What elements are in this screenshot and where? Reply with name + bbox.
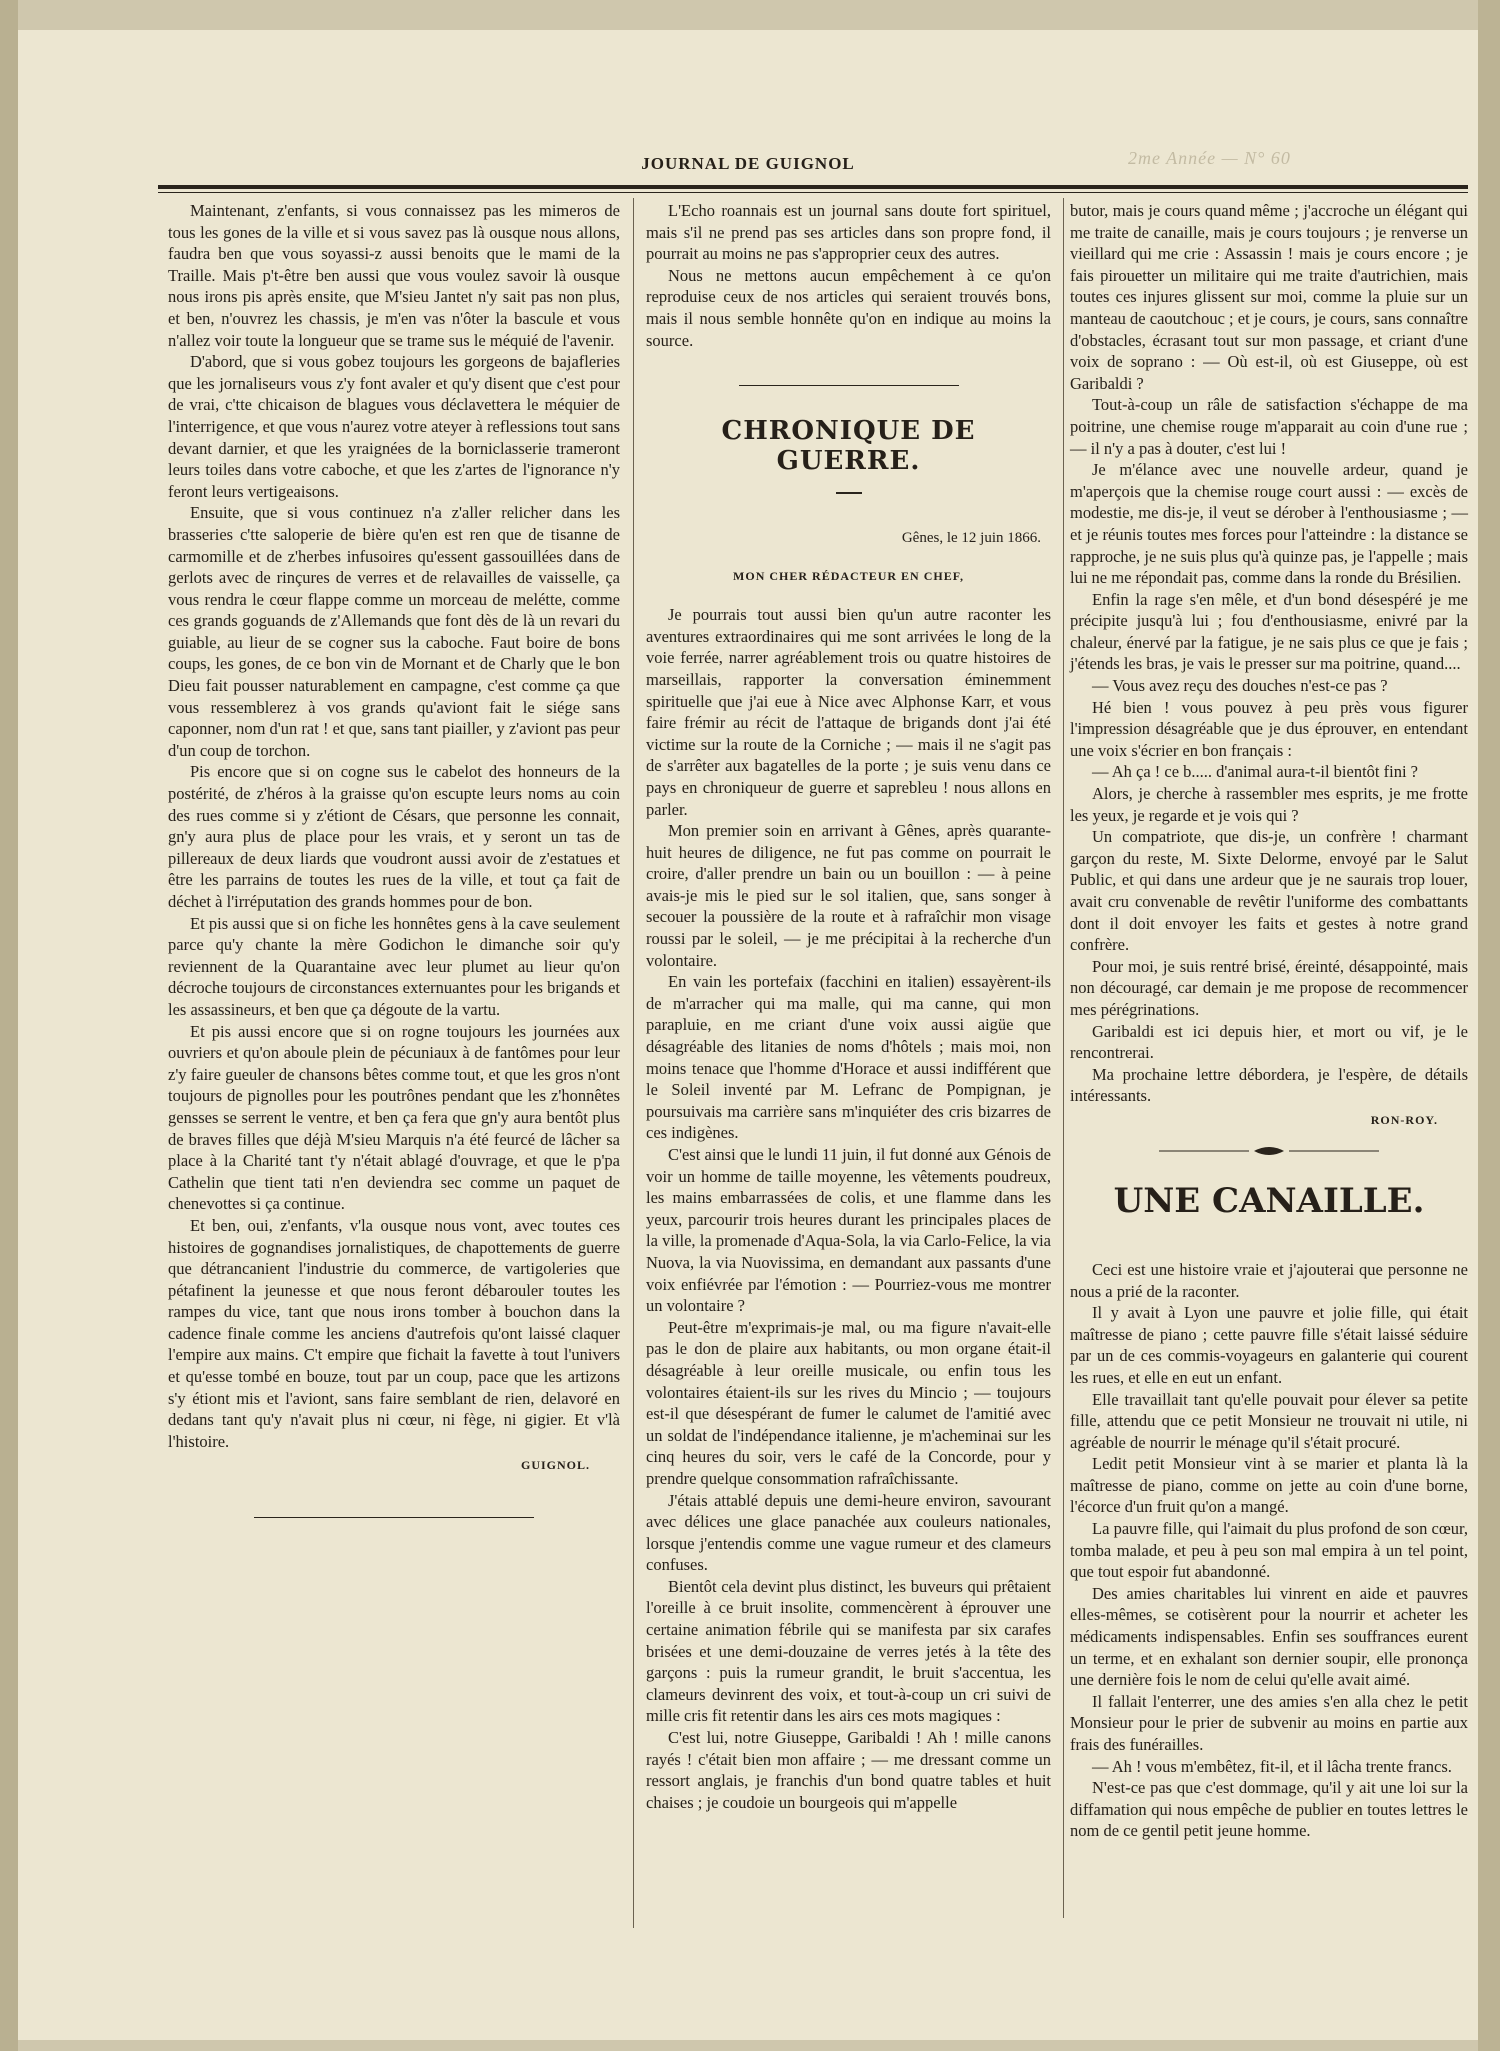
column-lettre-suite (1070, 200, 1468, 1842)
column-guignol (168, 200, 620, 1518)
paragraph: Pis encore que si on cogne sus le cabelot des honneurs de la postérité, de z'héros à la graisse qu'on escupte leurs noms au coin des rues comme si y z'étiont de Césars, que personne les connait, gn'y aura plus de place pour les vrais, et y seront un tas de pillereaux de deux liards que voudront aussi avoir de z'estatues et être les parrains de toutes les rues de la ville, et tout ça fait de déchet à l'irréputation des grands hommes pour de bon. (168, 762, 620, 911)
paragraph: — Ah ça ! ce b..... d'animal aura-t-il bientôt fini ? (1092, 762, 1418, 782)
paragraph: En vain les portefaix (facchini en italien) essayèrent-ils de m'arracher qui ma malle, qui ma canne, qui mon parapluie, en me criant d'une voix aussi aigüe que désagréable des litanies de noms d'hôtels ; mais moi, non moins tenace que l'homme d'Horace et aussi indifférent que le Soleil inventé par M. Lefranc de Pompignan, je poursuivais ma carrière sans m'inquiéter des cris bizarres de ces indigènes. (646, 972, 1051, 1143)
paragraph: Et pis aussi que si on fiche les honnêtes gens à la cave seulement parce qu'y chante la mère Godichon le dimanche soir qu'y reviennent de la Quarantaine avec leur plumet au lieur qu'on décroche toujours de circonstances externuantes pour les brigands et les assassineurs, et ben que ça dégoute de la vartu. (168, 913, 620, 1019)
paragraph: Hé bien ! vous pouvez à peu près vous figurer l'impression désagréable que je dus éprouver, en entendant une voix s'écrier en bon français : (1070, 697, 1468, 760)
paragraph: Et ben, oui, z'enfants, v'la ousque nous vont, avec toutes ces histoires de gognandises jornalistiques, de chapottements de guerre que détrancanient l'industrie du commerce, de vartigoleries que pétafinent la jeunesse et que nous feront débarouler toutes les rampes du vice, tant que nous irons tomber à bouchon dans la cadence finale comme les anciens d'autrefois qu'ont laissé claquer l'empire aux mains. C't empire que fichait la favette à tout l'univers et qu'esse tombé en bouze, tout par un coup, pace que les artizons s'y étiont mis et l'aviont, sans faire semblant de rien, delavoré en dedans tant qu'y n'avait plus ni cœur, ni fège, ni gigier. Et v'là l'histoire. (168, 1215, 620, 1451)
paragraph: Ma prochaine lettre débordera, je l'espère, de détails intéressants. (1070, 1064, 1468, 1106)
page-gutter-right (1478, 0, 1500, 2051)
end-rule (254, 1517, 534, 1518)
section-title-canaille: UNE CANAILLE. (1113, 1180, 1425, 1221)
paragraph: L'Echo roannais est un journal sans doute fort spirituel, mais s'il ne prend pas ses articles dans son propre fond, il pourrait au moins ne pas s'approprier ceux des autres. (646, 201, 1051, 264)
paragraph: Nous ne mettons aucun empêchement à ce qu'on reproduise ceux de nos articles qui seraient trouvés bons, mais il nous semble honnête qu'on en indique au moins la source. (646, 265, 1051, 350)
header-rule-thick (158, 185, 1468, 189)
paragraph: Il y avait à Lyon une pauvre et jolie fille, qui était maîtresse de piano ; cette pauvre fille s'était laissé séduire par un de ces commis-voyageurs en galanterie qui courent les rues, et elle en eut un enfant. (1070, 1303, 1468, 1387)
paragraph: Pour moi, je suis rentré brisé, éreinté, désappointé, mais non découragé, car demain je me propose de recommencer mes pérégrinations. (1070, 956, 1468, 1019)
paragraph: Alors, je cherche à rassembler mes esprits, je me frotte les yeux, je regarde et je vois qui ? (1070, 784, 1468, 825)
paragraph: Et pis aussi encore que si on rogne toujours les journées aux ouvriers et qu'on aboule plein de pécuniaux à de fantômes pour leur z'y faire gueuler de chansons bêtes comme tout, et que les gros n'ont toujours de pignolles pour les poutrônes pendant que les z'honnêtes gensses se serrent le ventre, et ben ça fera que gn'y aura bentôt plus de braves filles que déjà M'sieu Marquis n'a été feurcé de lâcher sa place à la Charité tant t'y n'était ablagé d'ouvrage, et que le p'pa Cathelin que tient tati n'en deviendra sec comme un paquet de chenevottes si ça continue. (168, 1021, 620, 1214)
paragraph: — Ah ! vous m'embêtez, fit-il, et il lâcha trente francs. (1092, 1756, 1452, 1776)
paragraph: La pauvre fille, qui l'aimait du plus profond de son cœur, tomba malade, et peu à peu son mal empira à un tel point, que tout espoir fut abandonné. (1070, 1519, 1468, 1582)
paragraph: J'étais attablé depuis une demi-heure environ, savourant avec délices une glace panachée aux couleurs nationales, lorsque j'entendis comme une vague rumeur et des clameurs confuses. (646, 1490, 1051, 1575)
paragraph: Garibaldi est ici depuis hier, et mort ou vif, je le rencontrerai. (1070, 1021, 1468, 1063)
paragraph: Enfin la rage s'en mêle, et d'un bond désespéré je me précipite jusqu'à lui ; fou d'enthousiasme, enivré par la chaleur, énervé par la fatigue, je ne sais plus ce que je fais ; j'étends les bras, je vais le presser sur ma poitrine, quand.... (1070, 589, 1468, 674)
paragraph: Maintenant, z'enfants, si vous connaissez pas les mimeros de tous les gones de la ville et si vous savez pas là ousque nous allons, faudra ben que vous soyassi-z aussi benoits que le mami de la Traille. Mais p't-être ben aussi que vous voulez savoir là ousque nous irons pis après ensite, que M'sieu Jantet n'y sait pas non plus, et ben, n'ouvrez les chassis, je m'en vas n'ôter la bascule et vous n'allez voir toute la longueur que se trame sus le méquié de l'avenir. (168, 201, 620, 350)
header-rule-thin (158, 192, 1468, 193)
paragraph: Elle travaillait tant qu'elle pouvait pour élever sa petite fille, attendu que ce petit Monsieur ne trouvait ni utile, ni agréable de nourrir le ménage qu'il s'était procuré. (1070, 1389, 1468, 1452)
paragraph: Un compatriote, que dis-je, un confrère ! charmant garçon du reste, M. Sixte Delorme, envoyé par le Salut Public, et qui dans une ardeur que je ne saurais trop louer, avait cru convenable de revêtir l'uniforme des combattants dont il doit envoyer les faits et gestes à notre grand confrère. (1070, 827, 1468, 955)
decorative-flourish (1070, 1144, 1468, 1163)
paragraph: D'abord, que si vous gobez toujours les gorgeons de bajafleries que les jornaliseurs vous z'y font avaler et qu'y disent que c'est pour de vrai, c'tte chicaison de blagues vous déclavettera le méquier de l'interrigence, et que vous n'aurez votre ateyer à reflessions tout sans devant darnier, et que les yraignées de la borniclasserie trameront leurs toiles dans votre caboche, et que les z'artes de l'ignorance n'y feront leurs vertigeaisons. (168, 352, 620, 501)
paragraph: — Vous avez reçu des douches n'est-ce pas ? (1092, 676, 1388, 696)
paragraph: C'est ainsi que le lundi 11 juin, il fut donné aux Génois de voir un homme de taille moyenne, les vêtements poudreux, les mains embarrassées de colis, et une flamme dans les yeux, parcourir trois heures durant les principales places de la ville, la promenade d'Aqua-Sola, la via Carlo-Felice, la via Nuova, la via Nuovissima, en demandant aux passants d'une voix enfiévrée par l'émotion : — Pourriez-vous me montrer un volontaire ? (646, 1145, 1051, 1316)
column-chronique (646, 200, 1051, 1813)
section-title-chronique: CHRONIQUE DE GUERRE. (721, 416, 976, 477)
bleed-through-text: 2me Année — N° 60 (1128, 148, 1291, 168)
paragraph: butor, mais je cours quand même ; j'accroche un élégant qui me traite de canaille, mais je cours toujours ; je renverse un vieillard qui me crie : Assassin ! mais je cours encore ; je fais pirouetter un militaire qui me traite d'autrichien, mais toutes ces injures glissent sur moi, comme la pluie sur un manteau de caoutchouc ; et je cours, je cours, sans connaître d'obstacles, écrasant tout sur mon passage, et criant d'une voix de soprano : — Où est-il, où est Giuseppe, où est Garibaldi ? (1070, 201, 1468, 393)
title-dash (836, 492, 862, 494)
page-gutter-left (0, 0, 18, 2051)
paragraph: Je pourrais tout aussi bien qu'un autre raconter les aventures extraordinaires qui me sont arrivées le long de la voie ferrée, narrer agréablement trois ou quatre histoires de marseillais, rapporter la conversation éminemment spirituelle que j'ai eue à Nice avec Alphonse Karr, et vous faire frémir au récit de l'attaque de brigands dont j'ai été victime sur la route de la Corniche ; — mais il ne s'agit pas de s'arrêter aux bagatelles de la porte ; je suis venu dans ce pays en chroniqueur de guerre et saprebleu ! nous allons en parler. (646, 605, 1051, 819)
signature-guignol: GUIGNOL. (520, 1458, 590, 1473)
signature-ron-roy: RON-ROY. (1370, 1112, 1438, 1127)
column-separator-2 (1063, 198, 1064, 1918)
newspaper-page (18, 30, 1478, 2040)
flourish-ornament-icon (1159, 1144, 1379, 1158)
paragraph: Mon premier soin en arrivant à Gênes, après quarante-huit heures de diligence, ne fut pas comme on pourrait le croire, d'aller prendre un bain ou un bouillon : — à peine avais-je mis le pied sur le sol italien, que, sans songer à secouer la poussière de la route et à rafraîchir mon visage roussi par le soleil, — je me précipitai à la recherche d'un volontaire. (646, 821, 1051, 970)
paragraph: Je m'élance avec une nouvelle ardeur, quand je m'aperçois que la chemise rouge court aussi : — excès de modestie, me dis-je, il veut se dérober à l'enthousiasme ; — et je réunis toutes mes forces pour l'atteindre : la distance se rapproche, je ne suis plus qu'à quinze pas, je l'appelle ; mais lui ne me répondait pas, comme dans la ronde du Brésilien. (1070, 460, 1468, 588)
paragraph: Ensuite, que si vous continuez n'a z'aller relicher dans les brasseries c'tte saloperie de bière qu'en est ren que de tisanne de carmomille et de z'herbes infusoires qu'essent gassouillées dans de gerlots avec de rinçures de verres et de relavailles de vaisselle, ça vous rendra le cœur flappe comme un morceau de melétte, comme ces grands goguands de z'Allemands que font dès de là un revari du guiable, au lieur de se cogner sus la caboche. Faut boire de bons coups, les gones, de ce bon vin de Mornant et de Charly que le bon Dieu fait pousser naturablement en campagne, c'est comme ça que vous ressemblerez à vos grands qu'aviont fait le siége sans caponner, nom d'un rat ! et que, sans tant piailler, y z'aviont pas peur d'un coup de torchon. (168, 503, 620, 760)
paragraph: C'est lui, notre Giuseppe, Garibaldi ! Ah ! mille canons rayés ! c'était bien mon affaire ; — me dressant comme un ressort anglais, je franchis d'un bond quatre tables et huit chaises ; je coudoie un bourgeois qui m'appelle (646, 1728, 1051, 1812)
section-rule (739, 385, 959, 386)
paragraph: Des amies charitables lui vinrent en aide et pauvres elles-mêmes, se cotisèrent pour la nourrir et acheter les médicaments indispensables. Enfin ses souffrances eurent un terme, et en exhalant son dernier soupir, elle prononça une dernière fois le nom de celui qu'elle avait aimé. (1070, 1583, 1468, 1690)
journal-title: JOURNAL DE GUIGNOL (641, 154, 855, 173)
salutation: MON CHER RÉDACTEUR EN CHEF, (733, 569, 964, 584)
paragraph: N'est-ce pas que c'est dommage, qu'il y ait une loi sur la diffamation qui nous empêche de publier en toutes lettres le nom de ce gentil petit jeune homme. (1070, 1778, 1468, 1841)
paragraph: Ledit petit Monsieur vint à se marier et planta là la maîtresse de piano, comme on jette au coin d'une borne, l'écorce d'un fruit qu'on a mangé. (1070, 1454, 1468, 1517)
paragraph: Bientôt cela devint plus distinct, les buveurs qui prêtaient l'oreille à ce bruit insolite, commencèrent à éprouver une certaine animation fébrile qui se manifesta par six carafes brisées et une demi-douzaine de verres jetés à la tête des garçons : puis la rumeur grandit, le bruit s'accentua, les clameurs devinrent des voix, et tout-à-coup un cri suivi de mille cris fit retentir dans les airs ces mots magiques : (646, 1576, 1051, 1726)
paragraph: Ceci est une histoire vraie et j'ajouterai que personne ne nous a prié de la raconter. (1070, 1259, 1468, 1301)
paragraph: Tout-à-coup un râle de satisfaction s'échappe de ma poitrine, une chemise rouge m'apparait au coin d'une rue ; — il n'y a pas à douter, c'est lui ! (1070, 395, 1468, 458)
dateline: Gênes, le 12 juin 1866. (901, 530, 1041, 547)
paragraph: Peut-être m'exprimais-je mal, ou ma figure n'avait-elle pas le don de plaire aux habitants, ou mon organe était-il désagréable à leur oreille musicale, ou enfin tous les volontaires étaient-ils sur les rives du Mincio ; — toujours est-il que désespérant de fumer le calumet de l'amitié avec un soldat de l'indépendance italienne, je m'acheminai sur les cinq heures du soir, vers le café de la Concorde, pour y prendre quelque consommation rafraîchissante. (646, 1317, 1051, 1488)
column-separator-1 (633, 198, 634, 1928)
paragraph: Il fallait l'enterrer, une des amies s'en alla chez le petit Monsieur pour le prier de subvenir au moins en partie aux frais des funérailles. (1070, 1691, 1468, 1754)
